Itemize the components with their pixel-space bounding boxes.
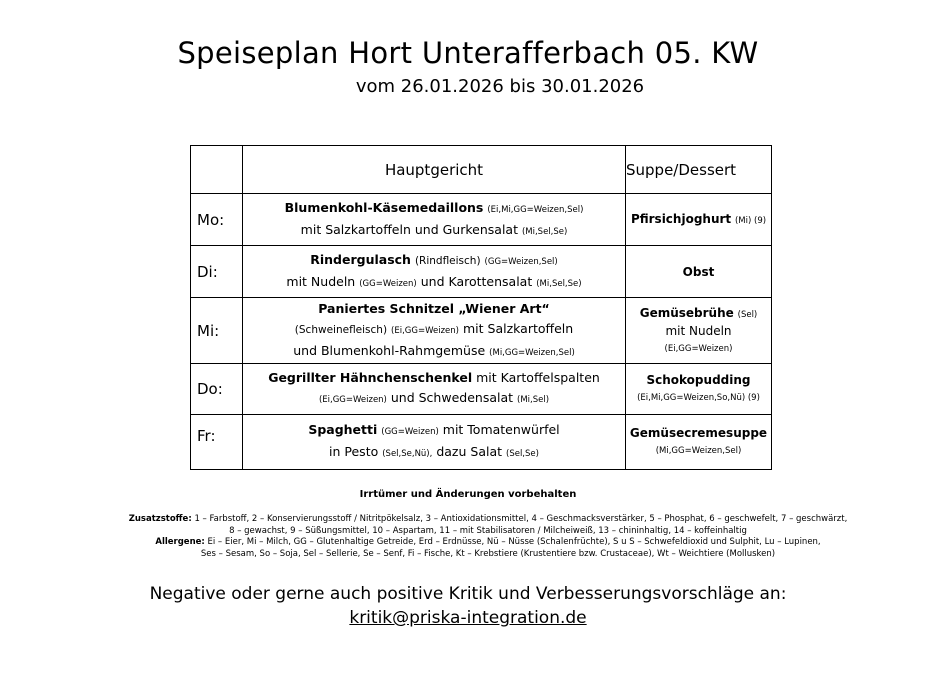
dish-side-text: mit Kartoffelspalten (476, 370, 600, 385)
allergen-info: (GG=Weizen) (359, 278, 417, 289)
day-label: Fr: (191, 415, 243, 470)
allergen-info: (Ei,Mi,GG=Weizen,Sel) (487, 204, 584, 215)
allergens-text: Ei – Eier, Mi – Milch, GG – Glutenhaltige Getreide, Erd – Erdnüsse, Nü – Nüsse (Schalenfrüchte), S u S – Schwefeldioxid und Sulphit, Lu – Lupinen, (207, 537, 821, 547)
side-extra: mit Nudeln (665, 323, 732, 338)
day-label: Mi: (191, 298, 243, 364)
allergen-info: (Sel,Se,Nü), (382, 449, 433, 459)
date-range: vom 26.01.2026 bis 30.01.2026 (355, 76, 645, 97)
side-name: Gemüsebrühe (639, 305, 734, 320)
dish-name: Paniertes Schnitzel „Wiener Art“ (318, 300, 550, 316)
email-link[interactable]: kritik@priska-integration.de (349, 608, 587, 628)
table-row-tuesday (191, 246, 772, 298)
dish-side-text: und Karottensalat (420, 273, 533, 289)
additives-text: 8 – gewachst, 9 – Süßungsmittel, 10 – Aspartam, 11 – mit Stabilisatoren / Milcheiweiß, 13 – chininhaltig, 14 – koffeinhaltig (229, 525, 747, 536)
side-dish-cell (626, 298, 772, 364)
table-row-wednesday (191, 298, 772, 364)
allergen-info: (Mi,Sel,Se) (521, 226, 568, 237)
feedback-block (0, 582, 936, 630)
allergen-info: (Ei,GG=Weizen) (391, 325, 459, 336)
dish-extra: (Rindfleisch) (414, 254, 481, 267)
allergen-info: (Mi,GG=Weizen,Sel) (489, 347, 575, 358)
dish-name: Gegrillter Hähnchenschenkel (268, 370, 473, 385)
allergen-info: (Mi,Sel,Se) (536, 278, 582, 289)
additives-label: Zusatzstoffe: (128, 514, 192, 524)
allergen-info: (Sel) (737, 309, 758, 320)
allergen-info: (GG=Weizen,Sel) (484, 256, 558, 267)
dish-extra: (Schweinefleisch) (294, 323, 388, 336)
side-name: Obst (682, 264, 715, 279)
allergens-label: Allergene: (155, 537, 205, 547)
allergen-info: (Ei,GG=Weizen) (318, 395, 387, 405)
side-dish-cell (626, 364, 772, 415)
side-dish-cell (626, 415, 772, 470)
side-name: Gemüsecremesuppe (629, 426, 768, 440)
day-label: Mo: (191, 194, 243, 246)
dish-side-text: mit Tomatenwürfel (442, 422, 560, 437)
disclaimer: Irrtümer und Änderungen vorbehalten (359, 489, 577, 500)
feedback-text: Negative oder gerne auch positive Kritik und Verbesserungsvorschläge an: (149, 584, 787, 604)
allergen-info: (Ei,GG=Weizen) (664, 343, 733, 354)
side-dish-cell (626, 246, 772, 298)
table-row-thursday (191, 364, 772, 415)
menu-table (190, 145, 772, 470)
side-name: Schokopudding (646, 373, 751, 387)
header-soup-dessert: Suppe/Dessert (626, 146, 772, 194)
allergen-info: (Mi,GG=Weizen,Sel) (655, 446, 742, 456)
header-main-dish: Hauptgericht (243, 146, 626, 194)
table-row-friday (191, 415, 772, 470)
dish-side-text: mit Salzkartoffeln und Gurkensalat (300, 221, 518, 237)
allergen-info: (Ei,Mi,GG=Weizen,So,Nü) (9) (637, 393, 760, 403)
main-dish-cell (243, 364, 626, 415)
header-empty-cell (191, 146, 243, 194)
dish-name: Spaghetti (308, 422, 378, 437)
main-dish-cell (243, 194, 626, 246)
dish-side-text: mit Salzkartoffeln (462, 320, 574, 336)
day-label: Di: (191, 246, 243, 298)
side-dish-cell (626, 194, 772, 246)
dish-name: Blumenkohl-Käsemedaillons (284, 199, 484, 215)
dish-side-text: und Blumenkohl-Rahmgemüse (293, 342, 486, 358)
allergens-text: Ses – Sesam, So – Soja, Sel – Sellerie, Se – Senf, Fi – Fische, Kt – Krebstiere (Krustentiere bzw. Crustaceae), Wt – Weichtiere (Mollusken) (200, 548, 776, 559)
main-dish-cell (243, 246, 626, 298)
side-name: Pfirsichjoghurt (630, 211, 732, 226)
dish-side-text: in Pesto (329, 444, 379, 459)
page-title: Speiseplan Hort Unterafferbach 05. KW (177, 36, 759, 70)
dish-side-text: und Schwedensalat (390, 390, 514, 405)
dish-side-text: mit Nudeln (286, 273, 356, 289)
dish-name: Rindergulasch (310, 251, 411, 267)
main-dish-cell (243, 415, 626, 470)
table-header-row (191, 146, 772, 194)
legend-block (110, 514, 866, 560)
main-dish-cell (243, 298, 626, 364)
additives-text: 1 – Farbstoff, 2 – Konservierungsstoff / Nitritpökelsalz, 3 – Antioxidationsmittel, 4 – Geschmacksverstärker, 5 – Phosphat, 6 – geschwefelt, 7 – geschwärzt, (194, 514, 848, 524)
allergen-info: (Sel,Se) (506, 449, 539, 459)
allergen-info: (Mi) (9) (734, 215, 767, 226)
dish-side-text: dazu Salat (436, 444, 503, 459)
day-label: Do: (191, 364, 243, 415)
allergen-info: (GG=Weizen) (381, 427, 439, 437)
allergen-info: (Mi,Sel) (517, 395, 550, 405)
table-row-monday (191, 194, 772, 246)
